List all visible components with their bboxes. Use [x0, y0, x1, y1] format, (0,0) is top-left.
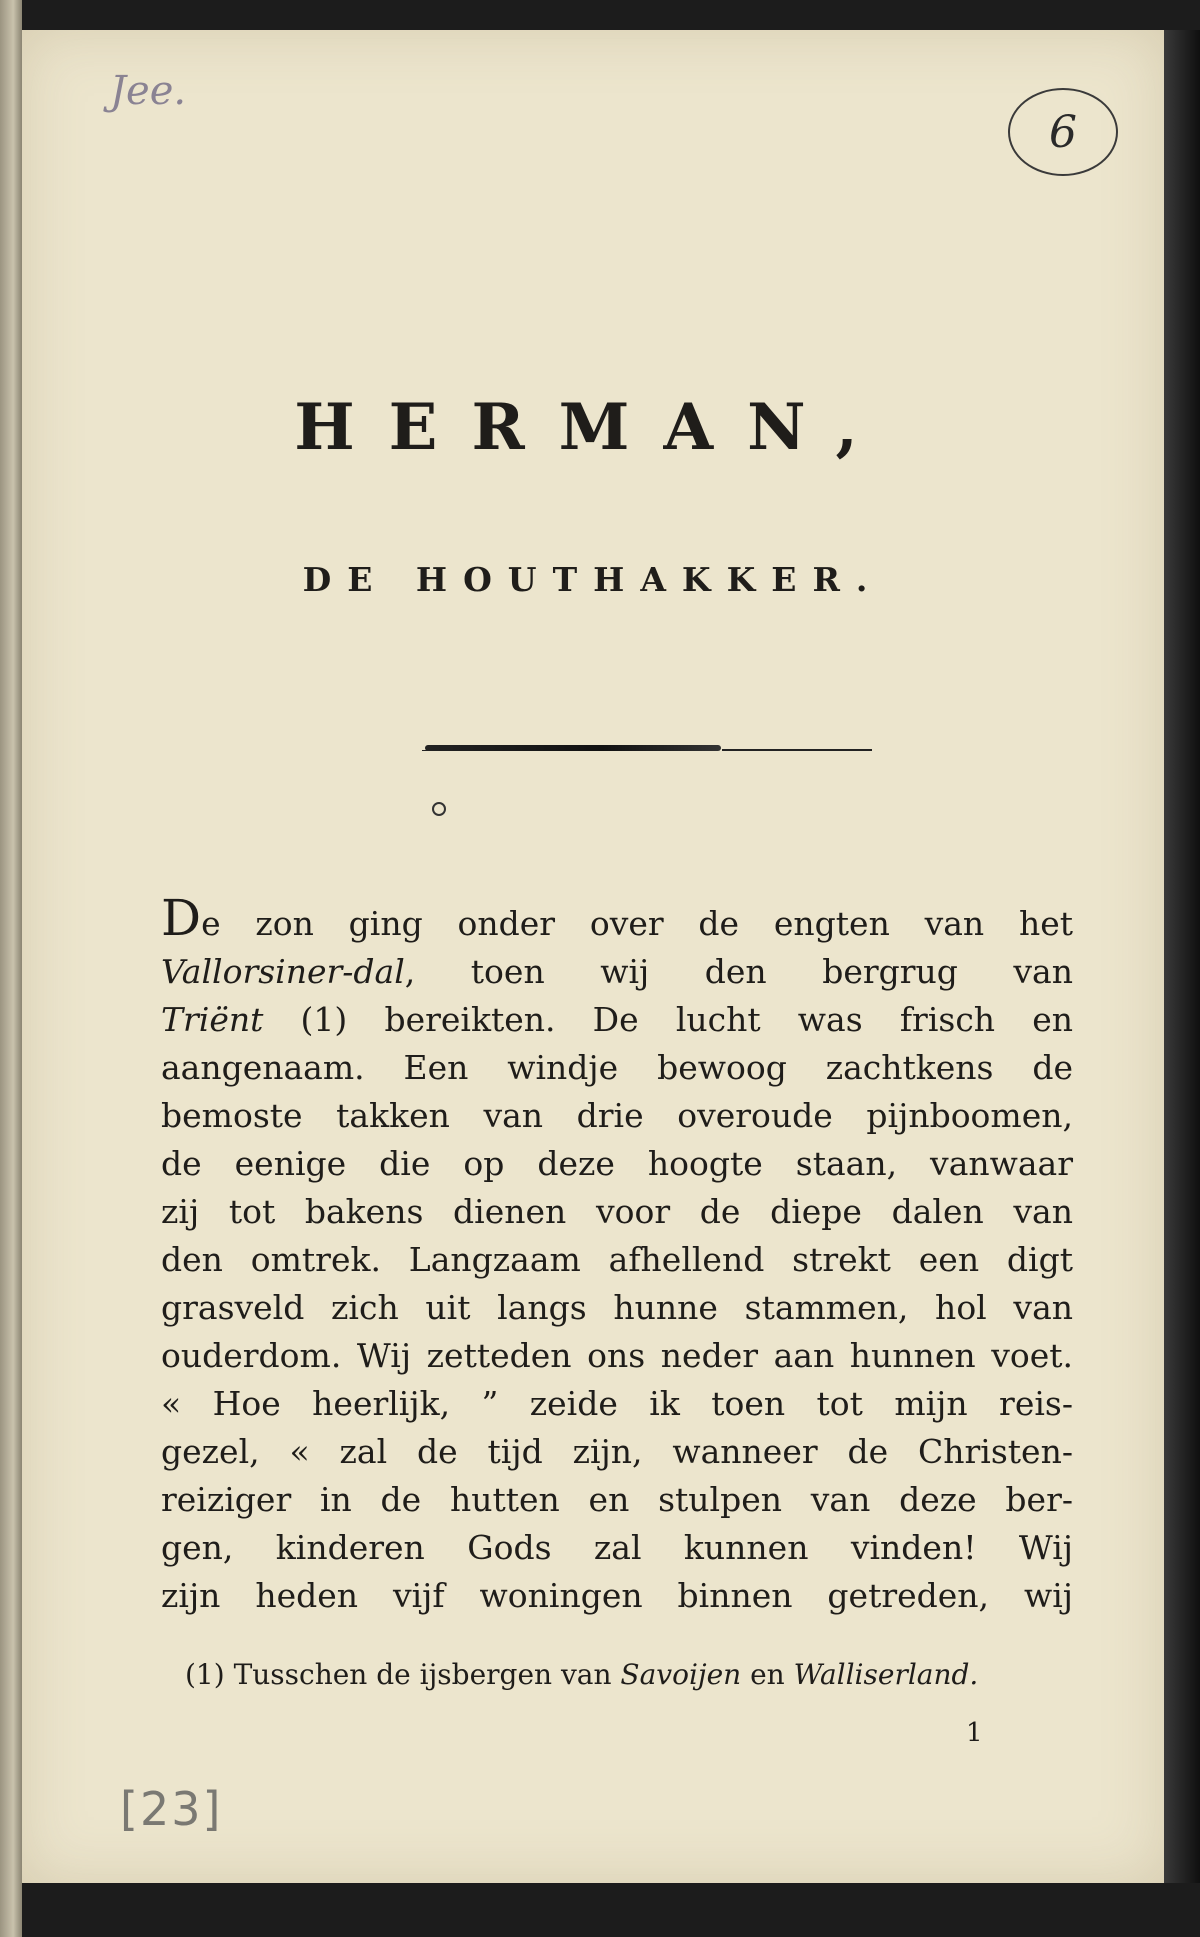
page-subtitle: DE HOUTHAKKER. [302, 560, 884, 599]
body-line: gezel, « zal de tijd zijn, wanneer de Christen- [161, 1432, 1073, 1471]
place-name: Vallorsiner-dal [161, 952, 405, 991]
left-page-edge [0, 0, 22, 1937]
body-line-text: , toen wij den bergrug van [404, 952, 1073, 991]
ornamental-rule-right [722, 749, 872, 751]
body-line [161, 948, 1073, 996]
footnote-place: Walliserland. [793, 1658, 979, 1691]
body-line: zij tot bakens dienen voor de diepe dalen van [161, 1192, 1073, 1231]
body-line: ouderdom. Wij zetteden ons neder aan hunnen voet. [161, 1336, 1073, 1375]
body-line: de eenige die op deze hoogte staan, vanwaar [161, 1144, 1073, 1183]
footnote-text: en [741, 1658, 794, 1691]
body-line-text: (1) bereikten. De lucht was frisch en [263, 1000, 1073, 1039]
folio-number: 6 [1008, 88, 1118, 176]
body-text [161, 889, 1073, 1620]
book-page [22, 30, 1164, 1883]
body-line [161, 889, 1073, 948]
signature-mark: 1 [966, 1718, 983, 1748]
body-line: grasveld zich uit langs hunne stammen, hol van [161, 1288, 1073, 1327]
bracket-number-annotation: [23] [120, 1782, 223, 1836]
body-line: zijn heden vijf woningen binnen getreden, wij [161, 1576, 1073, 1615]
place-name: Triënt [161, 1000, 264, 1039]
body-line: den omtrek. Langzaam afhellend strekt een digt [161, 1240, 1073, 1279]
ornament-dot [432, 802, 446, 816]
page-title: HERMAN, [294, 390, 892, 465]
body-line: reiziger in de hutten en stulpen van deze ber- [161, 1480, 1073, 1519]
footnote-text: Tusschen de ijsbergen van [224, 1658, 621, 1691]
footnote-place: Savoijen [620, 1658, 742, 1691]
body-line-text: e zon ging onder over de engten van het [201, 904, 1073, 943]
footnote [185, 1658, 1085, 1691]
body-line [161, 996, 1073, 1044]
right-page-edge [1164, 30, 1200, 1883]
footnote-marker: (1) [185, 1658, 225, 1691]
drop-cap: D [161, 889, 202, 947]
ornamental-rule [425, 745, 721, 751]
body-line: aangenaam. Een windje bewoog zachtkens de [161, 1048, 1073, 1087]
body-line: gen, kinderen Gods zal kunnen vinden! Wij [161, 1528, 1073, 1567]
body-line: « Hoe heerlijk, ” zeide ik toen tot mijn reis- [161, 1384, 1073, 1423]
shelfmark-annotation: Jee. [110, 68, 187, 114]
body-line: bemoste takken van drie overoude pijnboomen, [161, 1096, 1073, 1135]
